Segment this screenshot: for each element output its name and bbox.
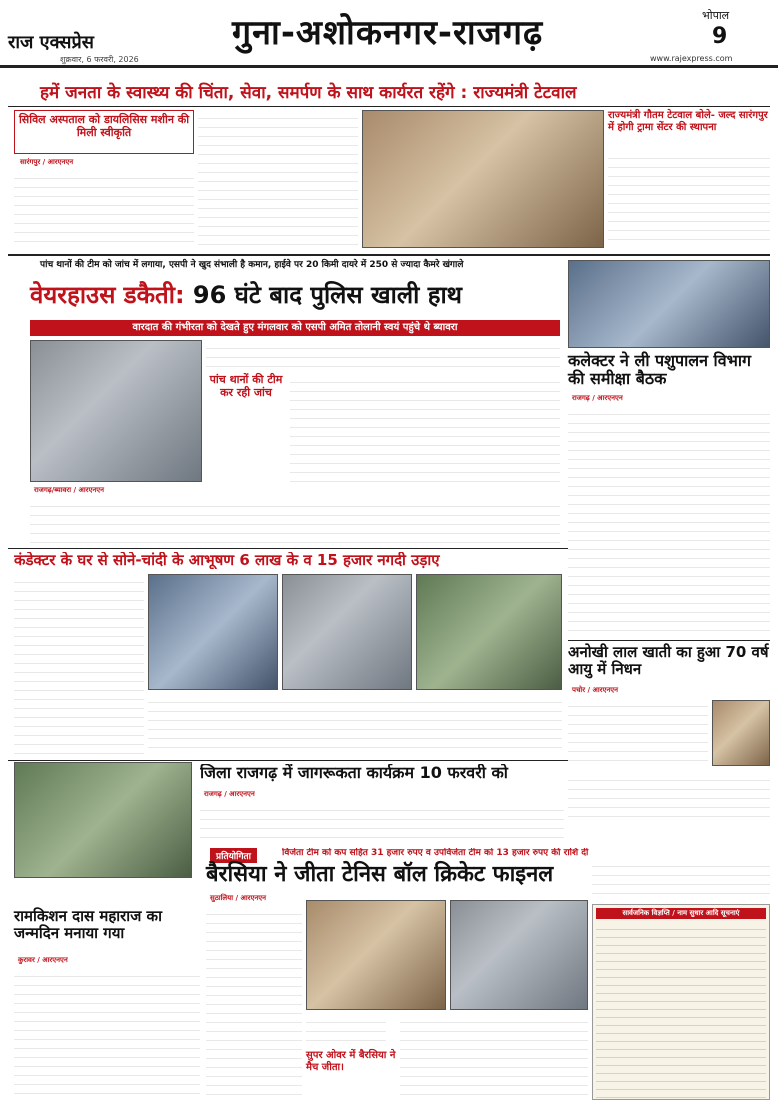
divider (8, 760, 568, 761)
warehouse-body (30, 498, 560, 544)
warehouse-box-headline: पांच थानों की टीम कर रही जांच (209, 373, 283, 399)
tennis-body-col3 (400, 1014, 588, 1098)
lead-dateline: सारंगपुर / आरएनएन (20, 158, 74, 166)
divider (8, 548, 568, 549)
lead-body-col2 (198, 110, 358, 248)
ramkishan-headline: रामकिशन दास महाराज का जन्मदिन मनाया गया (14, 907, 162, 943)
collector-dateline: राजगढ़ / आरएनएन (572, 394, 623, 402)
notice-body (596, 922, 766, 1098)
warehouse-dateline: राजगढ़/ब्यावरा / आरएनएन (34, 486, 105, 494)
collector-body (568, 406, 770, 636)
awareness-dateline: राजगढ़ / आरएनएन (204, 790, 255, 798)
obituary-photo (712, 700, 770, 766)
awareness-headline: जिला राजगढ़ में जागरूकता कार्यक्रम 10 फरवरी को (200, 764, 508, 782)
conductor-body (148, 694, 562, 754)
side-headline-box (14, 110, 194, 154)
tennis-photo-1 (306, 900, 446, 1010)
warehouse-photo (30, 340, 202, 482)
paper-date: शुक्रवार, 6 फरवरी, 2026 (60, 55, 139, 64)
obituary-dateline: पचोर / आरएनएन (572, 686, 619, 694)
tennis-body-col1 (206, 906, 302, 1098)
divider (568, 640, 770, 641)
warehouse-kicker: पांच थानों की टीम को जांच में लगाया, एसपी ने खुद संभाली है कमान, हाईवे पर 20 किमी दायरे में 250 से ज्यादा कैमरे खंगाले (40, 260, 464, 270)
lead-headline: हमें जनता के स्वास्थ्य की चिंता, सेवा, समर्पण के साथ कार्यरत रहेंगे : राज्यमंत्री टेटवाल (40, 83, 577, 103)
conductor-photo-2 (282, 574, 412, 690)
tennis-kicker: विजेता टीम को कप सहित 31 हजार रुपए व उपविजेता टीम को 13 हजार रुपए की राशि दी (282, 848, 589, 858)
ramkishan-body (14, 968, 200, 1098)
obituary-body-3 (592, 858, 770, 898)
tennis-headline: बैरसिया ने जीता टेनिस बॉल क्रिकेट फाइनल (206, 862, 554, 887)
lead-body-col1 (14, 170, 194, 248)
lead-sub-headline: राज्यमंत्री गौतम टेटवाल बोले- जल्द सारंगपुर में होगी ट्रामा सेंटर की स्थापना (608, 110, 768, 133)
warehouse-headline-red: वेयरहाउस डकैती: (30, 281, 185, 309)
divider (8, 106, 770, 107)
obituary-body (568, 698, 708, 768)
tennis-super-over: सुपर ओवर में बैरसिया ने मैच जीता। (306, 1050, 396, 1073)
warehouse-body-top (206, 340, 560, 370)
divider (8, 254, 770, 256)
lead-photo (362, 110, 604, 248)
warehouse-body-right (290, 374, 560, 482)
tennis-dateline: सुठालिया / आरएनएन (210, 894, 267, 902)
conductor-headline: कंडेक्टर के घर से सोने-चांदी के आभूषण 6 लाख के व 15 हजार नगदी उड़ाए (14, 552, 440, 569)
obituary-body-2 (568, 772, 770, 820)
ramkishan-dateline: कुरावर / आरएनएन (18, 956, 68, 964)
lead-body-col3 (608, 150, 770, 248)
paper-name: राज एक्सप्रेस (8, 32, 94, 53)
warehouse-deck-bar (30, 320, 560, 336)
tennis-body-col2 (306, 1014, 386, 1044)
page-number: 9 (712, 24, 728, 49)
public-notice-box (592, 904, 770, 1100)
obituary-headline: अनोखी लाल खाती का हुआ 70 वर्ष आयु में निधन (568, 643, 769, 679)
tennis-tag: प्रतियोगिता (210, 848, 257, 863)
side-headline: सिविल अस्पताल को डायलिसिस मशीन की मिली स्वीकृति (18, 113, 190, 139)
warehouse-deck: वारदात की गंभीरता को देखते हुए मंगलवार को एसपी अमित तोलानी स्वयं पहुंचे थे ब्यावरा (132, 322, 458, 333)
conductor-photo-1 (148, 574, 278, 690)
conductor-photo-3 (416, 574, 562, 690)
awareness-body (200, 802, 564, 842)
notice-title: सार्वजनिक विज्ञप्ति / नाम सुधार आदि सूचनाएं (596, 908, 766, 919)
conductor-body-col1 (14, 574, 144, 754)
edition-city: भोपाल (702, 9, 730, 22)
warehouse-headline: 96 घंटे बाद पुलिस खाली हाथ (192, 281, 463, 309)
tennis-photo-2 (450, 900, 588, 1010)
edition-title: गुना-अशोकनगर-राजगढ़ (232, 13, 544, 53)
collector-headline: कलेक्टर ने ली पशुपालन विभाग की समीक्षा बैठक (568, 351, 751, 389)
website-url: www.rajexpress.com (650, 54, 733, 63)
collector-photo (568, 260, 770, 348)
ramkishan-photo (14, 762, 192, 878)
warehouse-headline-wrap (30, 282, 570, 310)
